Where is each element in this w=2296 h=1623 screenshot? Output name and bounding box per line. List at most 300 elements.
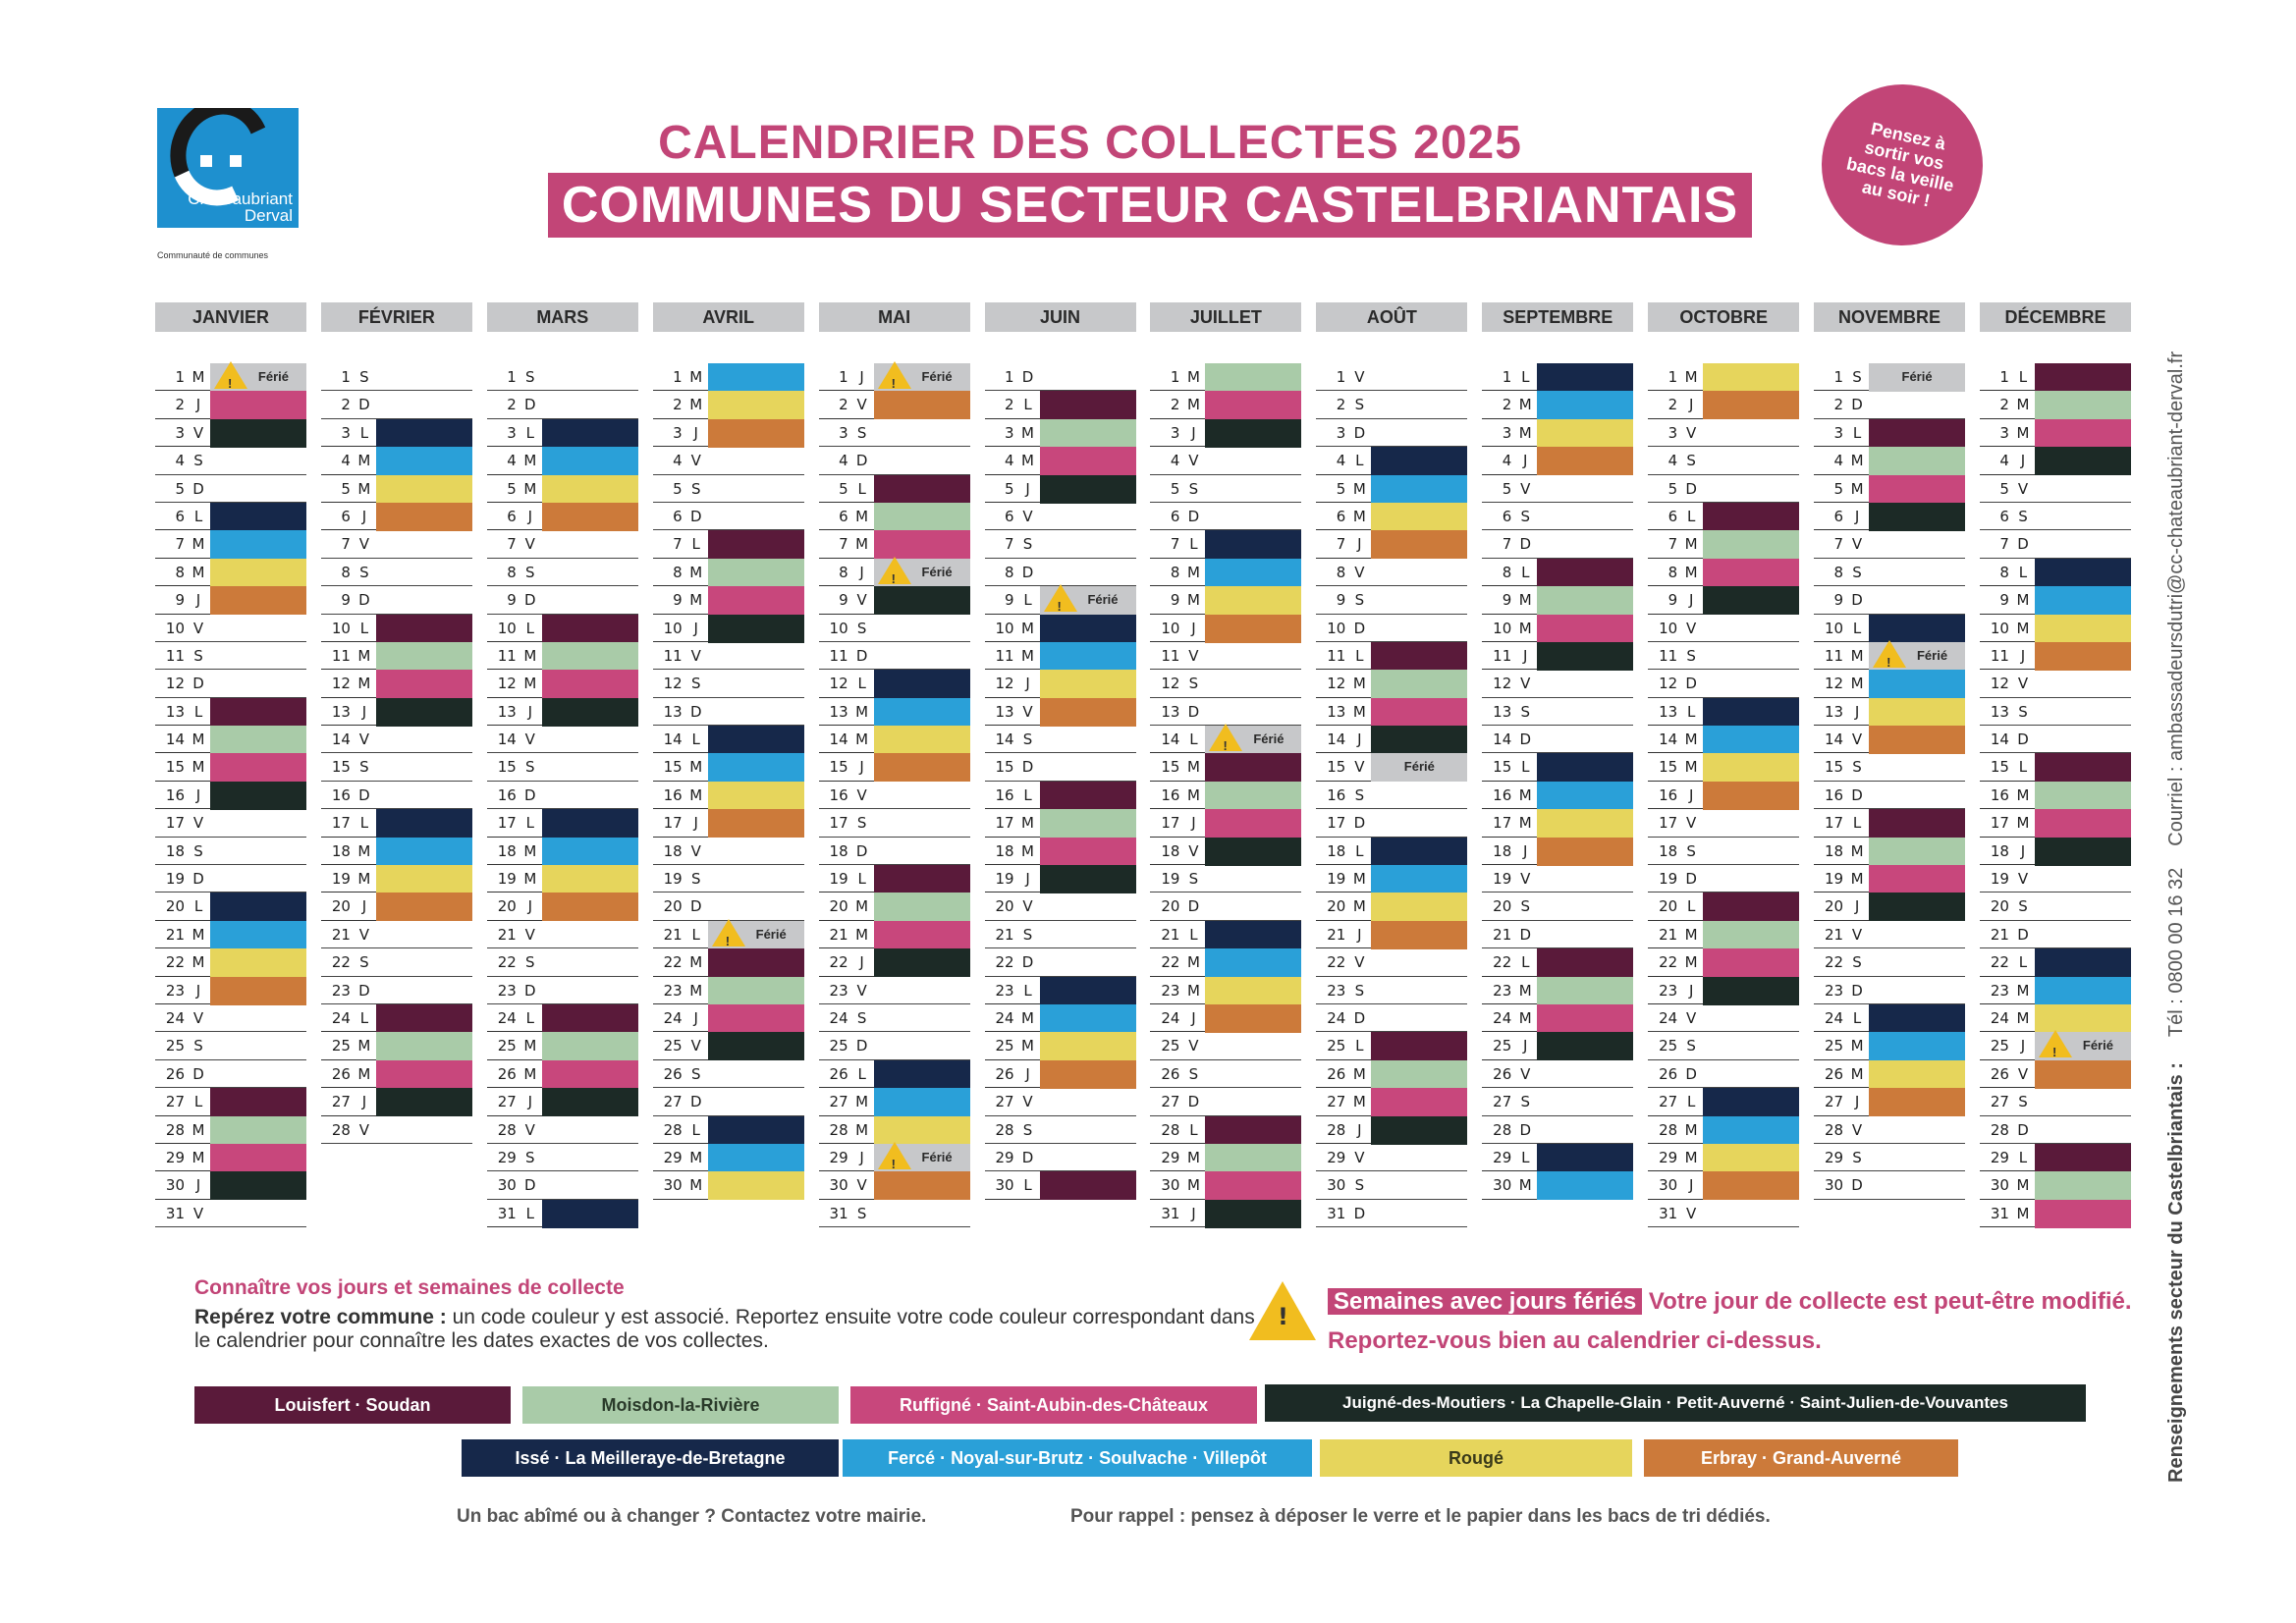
legend-title: Connaître vos jours et semaines de collecte	[194, 1276, 625, 1299]
day-number: 12	[663, 675, 683, 693]
day-number: 1	[507, 368, 517, 386]
collection-swatch	[1371, 921, 1467, 949]
day-number: 24	[331, 1008, 351, 1027]
day-number: 8	[1667, 563, 1678, 581]
collection-swatch	[1703, 921, 1799, 949]
day-of-week: M	[1850, 1064, 1864, 1083]
collection-swatch	[376, 615, 472, 643]
day-row	[155, 559, 306, 586]
day-of-week: J	[527, 897, 533, 916]
day-row	[1814, 698, 1965, 726]
collection-swatch	[2035, 447, 2131, 475]
day-of-week: J	[195, 591, 201, 610]
day-number: 16	[1659, 785, 1678, 804]
day-of-week: D	[689, 897, 702, 916]
reminder-text: Pensez à sortir vos bacs la veille au soir !	[1844, 118, 1956, 211]
day-row	[321, 586, 472, 614]
day-row	[155, 782, 306, 809]
day-number: 1	[1170, 368, 1180, 386]
collection-swatch	[1537, 782, 1633, 810]
day-number: 9	[1336, 591, 1346, 610]
day-row	[1980, 977, 2131, 1004]
day-of-week: S	[193, 646, 203, 665]
day-number: 20	[1659, 897, 1678, 916]
day-row	[155, 893, 306, 920]
day-row	[1648, 670, 1799, 697]
day-number: 3	[673, 423, 683, 442]
day-row	[1980, 642, 2131, 670]
day-of-week: L	[1686, 897, 1696, 916]
day-of-week: D	[358, 785, 370, 804]
day-of-week: V	[1520, 1064, 1531, 1083]
day-number: 15	[1161, 758, 1180, 777]
day-number: 14	[663, 730, 683, 749]
day-row	[1316, 1116, 1467, 1144]
collection-swatch	[376, 809, 472, 838]
day-row	[1980, 1004, 2131, 1032]
day-of-week: M	[689, 785, 703, 804]
day-of-week: J	[1191, 1008, 1196, 1027]
day-number: 24	[497, 1008, 517, 1027]
day-number: 19	[829, 870, 848, 889]
holiday-cell	[874, 559, 970, 587]
day-of-week: V	[690, 452, 701, 470]
month-column	[1980, 302, 2131, 1227]
day-number: 7	[1667, 535, 1678, 554]
day-number: 20	[331, 897, 351, 916]
day-row	[1980, 615, 2131, 642]
day-of-week: M	[357, 646, 371, 665]
day-number: 23	[1161, 981, 1180, 1000]
day-of-week: M	[523, 452, 537, 470]
day-number: 10	[829, 619, 848, 637]
day-row	[1980, 391, 2131, 418]
day-row	[1150, 1171, 1301, 1199]
day-row	[1150, 670, 1301, 697]
collection-swatch	[1040, 419, 1136, 448]
day-number: 25	[995, 1037, 1014, 1055]
day-number: 25	[829, 1037, 848, 1055]
day-row	[1316, 753, 1467, 781]
day-of-week: M	[1518, 396, 1532, 414]
day-number: 22	[829, 953, 848, 972]
day-row	[653, 586, 804, 614]
day-row	[487, 447, 638, 474]
day-row	[819, 1032, 970, 1059]
day-number: 2	[1170, 396, 1180, 414]
day-of-week: D	[689, 702, 702, 721]
day-of-week: S	[1686, 1037, 1696, 1055]
day-number: 15	[1327, 758, 1346, 777]
day-of-week: M	[1186, 1148, 1200, 1166]
day-of-week: M	[1186, 591, 1200, 610]
collection-swatch	[874, 753, 970, 782]
day-of-week: M	[523, 870, 537, 889]
day-of-week: D	[1353, 1008, 1366, 1027]
day-row	[1150, 782, 1301, 809]
day-number: 29	[1493, 1148, 1512, 1166]
day-row	[321, 1116, 472, 1144]
day-row	[1316, 1060, 1467, 1088]
day-of-week: D	[689, 507, 702, 525]
holiday-label: Férié	[1253, 731, 1285, 747]
day-number: 15	[1824, 758, 1844, 777]
day-of-week: D	[1021, 953, 1034, 972]
collection-swatch	[874, 391, 970, 419]
day-row	[1648, 447, 1799, 474]
day-row	[653, 447, 804, 474]
day-row	[1316, 809, 1467, 837]
day-of-week: V	[524, 925, 535, 944]
day-of-week: S	[1354, 981, 1365, 1000]
day-of-week: D	[192, 1064, 204, 1083]
day-of-week: M	[2016, 619, 2030, 637]
day-number: 6	[1170, 507, 1180, 525]
day-number: 21	[1493, 925, 1512, 944]
day-of-week: D	[1685, 870, 1697, 889]
day-of-week: J	[1854, 1093, 1860, 1111]
day-row	[819, 559, 970, 586]
collection-swatch	[1703, 1088, 1799, 1116]
collection-swatch	[1205, 921, 1301, 949]
day-of-week: V	[2017, 675, 2029, 693]
collection-swatch	[2035, 363, 2131, 392]
day-number: 20	[1327, 897, 1346, 916]
day-number: 8	[175, 563, 185, 581]
collection-swatch	[874, 1060, 970, 1089]
day-number: 6	[1833, 507, 1844, 525]
day-row	[1150, 809, 1301, 837]
logo-line2: Derval	[244, 206, 293, 225]
day-of-week: V	[1851, 730, 1863, 749]
day-row	[1980, 1200, 2131, 1227]
day-number: 20	[1493, 897, 1512, 916]
day-of-week: S	[1354, 1176, 1365, 1195]
month-column	[1150, 302, 1301, 1227]
day-row	[487, 753, 638, 781]
day-of-week: S	[1686, 841, 1696, 860]
day-number: 30	[165, 1176, 185, 1195]
collection-swatch	[542, 865, 638, 893]
day-of-week: S	[690, 479, 701, 498]
collection-swatch	[1371, 1088, 1467, 1116]
day-row	[653, 475, 804, 503]
day-of-week: M	[689, 758, 703, 777]
day-number: 18	[1990, 841, 2009, 860]
day-row	[1150, 1144, 1301, 1171]
holiday-label: Férié	[921, 369, 953, 384]
collection-swatch	[1040, 977, 1136, 1005]
day-of-week: S	[1188, 870, 1199, 889]
day-number: 7	[1999, 535, 2009, 554]
day-row	[1150, 948, 1301, 976]
month-column	[653, 302, 804, 1227]
day-number: 11	[663, 646, 683, 665]
day-of-week: S	[1520, 897, 1531, 916]
collection-swatch	[210, 977, 306, 1005]
day-number: 18	[1493, 841, 1512, 860]
day-of-week: M	[1850, 841, 1864, 860]
collection-swatch	[874, 948, 970, 977]
day-of-week: M	[2016, 591, 2030, 610]
day-of-week: J	[361, 897, 367, 916]
day-row	[1482, 948, 1633, 976]
collection-swatch	[2035, 782, 2131, 810]
day-row	[1648, 1004, 1799, 1032]
day-row	[1980, 363, 2131, 391]
day-row	[985, 419, 1136, 447]
page-title: CALENDRIER DES COLLECTES 2025	[658, 117, 1522, 169]
day-row	[1316, 419, 1467, 447]
day-number: 2	[1502, 396, 1512, 414]
day-row	[1814, 921, 1965, 948]
day-of-week: M	[1850, 675, 1864, 693]
day-of-week: M	[689, 368, 703, 386]
collection-swatch	[874, 698, 970, 727]
day-of-week: M	[1021, 452, 1034, 470]
day-row	[1482, 753, 1633, 781]
collection-swatch	[1040, 615, 1136, 643]
day-of-week: M	[855, 702, 869, 721]
day-row	[653, 419, 804, 447]
day-row	[1316, 559, 1467, 586]
day-row	[1648, 698, 1799, 726]
day-row	[321, 447, 472, 474]
day-number: 22	[1327, 953, 1346, 972]
collection-swatch	[2035, 1200, 2131, 1228]
collection-swatch	[1371, 475, 1467, 504]
day-of-week: L	[1852, 814, 1862, 833]
day-of-week: M	[1186, 758, 1200, 777]
day-number: 30	[1493, 1176, 1512, 1195]
day-row	[155, 363, 306, 391]
day-row	[155, 1088, 306, 1115]
day-row	[487, 726, 638, 753]
day-row	[1316, 1032, 1467, 1059]
day-row	[1980, 586, 2131, 614]
day-row	[1150, 1032, 1301, 1059]
day-row	[487, 1171, 638, 1199]
day-of-week: M	[357, 1037, 371, 1055]
day-row	[1648, 1171, 1799, 1199]
collection-swatch	[210, 586, 306, 615]
day-number: 20	[995, 897, 1014, 916]
day-of-week: S	[525, 758, 535, 777]
day-row	[1316, 726, 1467, 753]
collection-swatch	[542, 475, 638, 504]
day-number: 18	[1824, 841, 1844, 860]
day-number: 17	[497, 814, 517, 833]
day-row	[1814, 809, 1965, 837]
day-row	[487, 1004, 638, 1032]
day-number: 27	[331, 1093, 351, 1111]
day-number: 29	[497, 1148, 517, 1166]
day-number: 21	[1327, 925, 1346, 944]
day-number: 28	[1493, 1120, 1512, 1139]
month-header: MARS	[487, 302, 638, 332]
day-row	[487, 698, 638, 726]
day-number: 27	[497, 1093, 517, 1111]
day-number: 13	[1493, 702, 1512, 721]
collection-swatch	[2035, 753, 2131, 782]
collection-swatch	[2035, 586, 2131, 615]
collection-swatch	[376, 1088, 472, 1116]
day-row	[1150, 865, 1301, 893]
day-of-week: L	[1686, 1093, 1696, 1111]
collection-swatch	[542, 503, 638, 531]
day-of-week: V	[1520, 870, 1531, 889]
day-number: 5	[1502, 479, 1512, 498]
day-number: 16	[1824, 785, 1844, 804]
reminder-bubble	[1807, 70, 1998, 261]
day-row	[653, 1088, 804, 1115]
day-of-week: J	[361, 507, 367, 525]
day-of-week: V	[1022, 1093, 1033, 1111]
day-row	[1316, 782, 1467, 809]
collection-swatch	[1537, 753, 1633, 782]
collection-swatch	[874, 865, 970, 893]
day-of-week: M	[2016, 423, 2030, 442]
day-row	[155, 977, 306, 1004]
day-number: 25	[1659, 1037, 1678, 1055]
collection-swatch	[1205, 753, 1301, 782]
day-row	[487, 559, 638, 586]
collection-swatch	[708, 782, 804, 810]
collection-swatch	[1205, 1200, 1301, 1228]
day-number: 16	[829, 785, 848, 804]
day-number: 30	[829, 1176, 848, 1195]
day-number: 4	[673, 452, 683, 470]
collection-swatch	[874, 1116, 970, 1145]
month-header: FÉVRIER	[321, 302, 472, 332]
day-number: 17	[1990, 814, 2009, 833]
footer-recycling-note: Pour rappel : pensez à déposer le verre et le papier dans les bacs de tri dédiés.	[1070, 1506, 1771, 1527]
day-of-week: M	[357, 870, 371, 889]
day-number: 20	[1990, 897, 2009, 916]
day-row	[1482, 642, 1633, 670]
day-of-week: D	[1519, 535, 1532, 554]
day-of-week: M	[1518, 591, 1532, 610]
day-of-week: L	[2018, 1148, 2028, 1166]
collection-swatch	[874, 893, 970, 921]
collection-swatch	[1371, 1032, 1467, 1060]
day-of-week: D	[2017, 925, 2029, 944]
day-row	[1814, 865, 1965, 893]
day-row	[1648, 559, 1799, 586]
day-row	[653, 503, 804, 530]
day-number: 17	[1824, 814, 1844, 833]
day-row	[1648, 809, 1799, 837]
day-row	[1980, 1088, 2131, 1115]
day-of-week: L	[525, 814, 534, 833]
day-number: 19	[1659, 870, 1678, 889]
collection-swatch	[1537, 391, 1633, 419]
day-number: 9	[1999, 591, 2009, 610]
day-row	[653, 977, 804, 1004]
collection-swatch	[1040, 391, 1136, 419]
day-of-week: M	[689, 396, 703, 414]
day-number: 2	[341, 396, 351, 414]
day-number: 1	[673, 368, 683, 386]
collection-swatch	[2035, 615, 2131, 643]
day-number: 5	[1336, 479, 1346, 498]
collection-swatch	[1869, 893, 1965, 921]
collection-swatch	[542, 1088, 638, 1116]
day-number: 20	[165, 897, 185, 916]
collection-swatch	[1537, 559, 1633, 587]
day-number: 1	[839, 368, 848, 386]
day-of-week: D	[1519, 925, 1532, 944]
day-number: 23	[829, 981, 848, 1000]
collection-swatch	[1205, 1171, 1301, 1200]
day-row	[1150, 475, 1301, 503]
collection-swatch	[1869, 615, 1965, 643]
day-number: 5	[341, 479, 351, 498]
day-of-week: J	[195, 981, 201, 1000]
day-number: 21	[1824, 925, 1844, 944]
holiday-label: Férié	[755, 926, 787, 942]
day-number: 21	[1161, 925, 1180, 944]
day-number: 9	[507, 591, 517, 610]
day-number: 25	[1161, 1037, 1180, 1055]
day-number: 2	[507, 396, 517, 414]
day-of-week: L	[1189, 1120, 1198, 1139]
day-row	[819, 1144, 970, 1171]
collection-swatch	[376, 1004, 472, 1033]
day-row	[653, 753, 804, 781]
day-row	[1482, 670, 1633, 697]
day-row	[321, 948, 472, 976]
day-of-week: J	[859, 758, 864, 777]
day-row	[985, 1171, 1136, 1199]
day-of-week: D	[2017, 730, 2029, 749]
day-number: 19	[165, 870, 185, 889]
day-of-week: D	[524, 591, 536, 610]
day-of-week: D	[1685, 479, 1697, 498]
day-of-week: D	[1851, 1176, 1863, 1195]
day-row	[1316, 503, 1467, 530]
day-row	[653, 363, 804, 391]
day-number: 27	[165, 1093, 185, 1111]
day-row	[155, 1032, 306, 1059]
day-number: 29	[1161, 1148, 1180, 1166]
logo-eye-icon	[200, 155, 212, 167]
day-number: 14	[165, 730, 185, 749]
day-of-week: M	[2016, 785, 2030, 804]
day-of-week: J	[1523, 452, 1528, 470]
day-number: 31	[1161, 1204, 1180, 1222]
day-row	[1316, 698, 1467, 726]
collection-swatch	[210, 559, 306, 587]
day-number: 30	[1327, 1176, 1346, 1195]
holiday-cell	[1371, 753, 1467, 782]
holiday-cell	[2035, 1032, 2131, 1060]
day-number: 17	[663, 814, 683, 833]
day-row	[1648, 893, 1799, 920]
day-number: 15	[829, 758, 848, 777]
collection-swatch	[1703, 363, 1799, 392]
day-row	[321, 1032, 472, 1059]
day-row	[155, 1144, 306, 1171]
month-header: SEPTEMBRE	[1482, 302, 1633, 332]
day-number: 24	[1327, 1008, 1346, 1027]
warning-icon: !	[878, 557, 911, 584]
contact-email: Courriel : ambassadeursdutri@cc-chateaubriant-derval.fr	[2165, 351, 2187, 846]
day-row	[819, 391, 970, 418]
day-of-week: S	[1686, 646, 1696, 665]
day-number: 17	[1493, 814, 1512, 833]
day-row	[155, 1171, 306, 1199]
